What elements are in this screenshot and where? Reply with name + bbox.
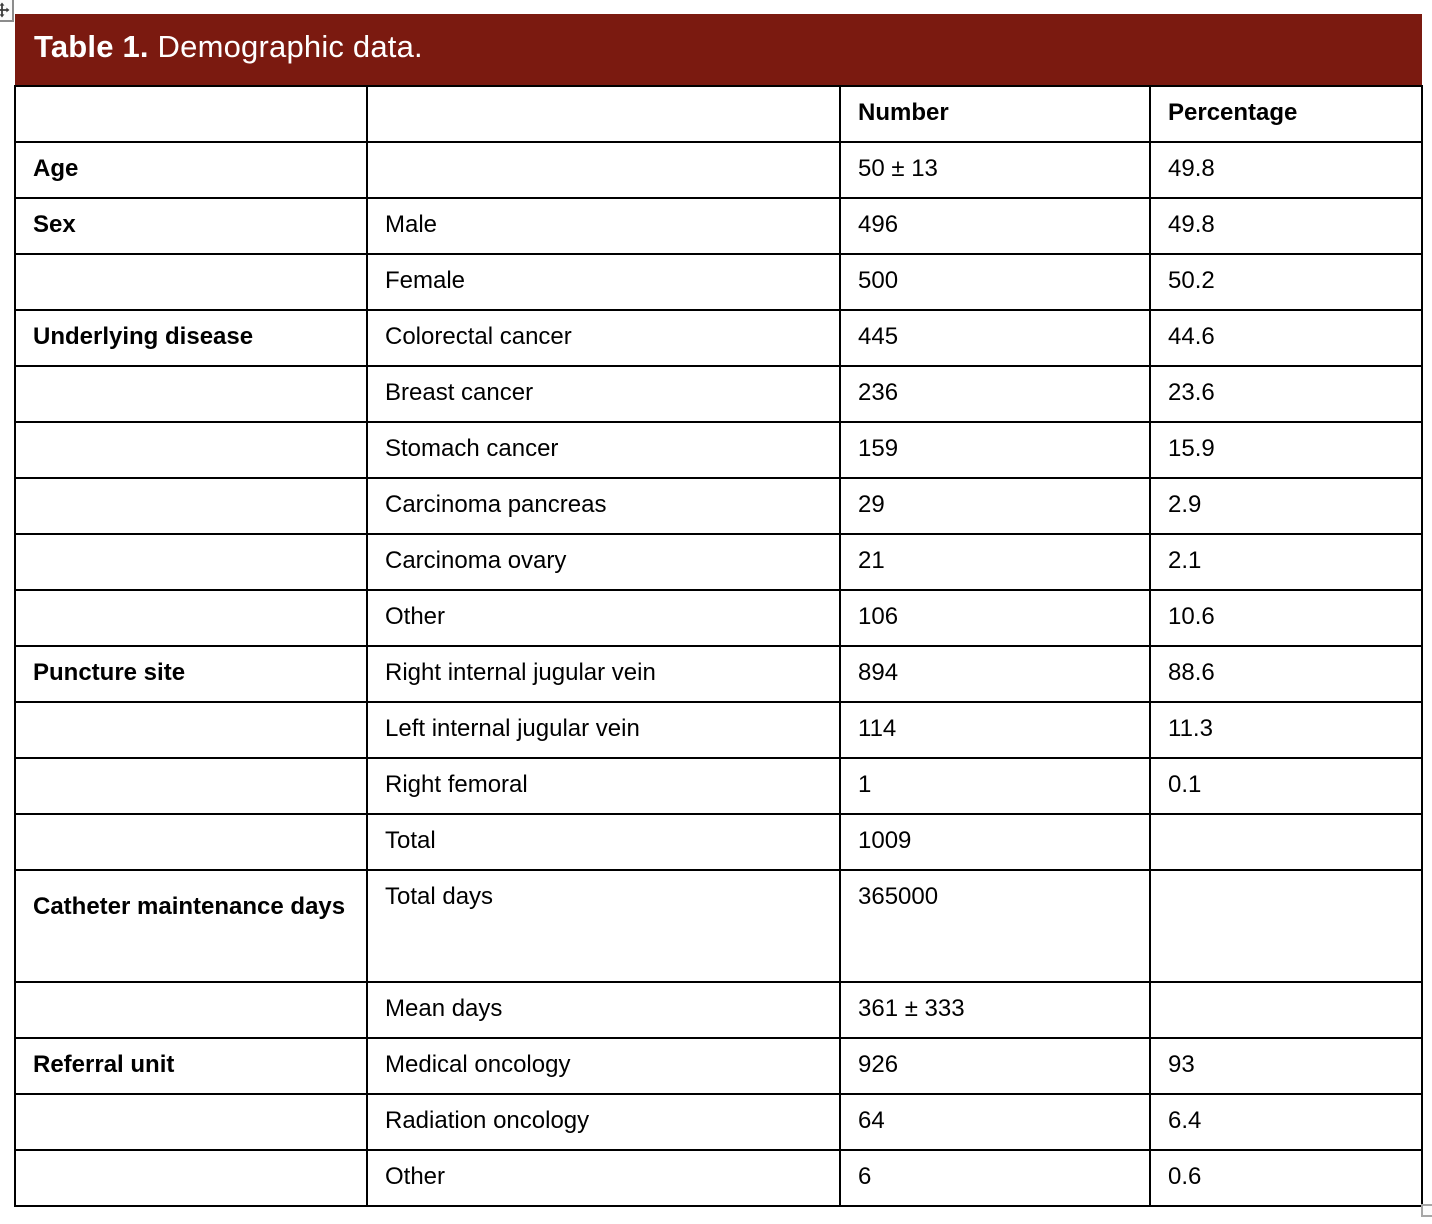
subcategory-cell[interactable]: Colorectal cancer (367, 310, 840, 366)
subcategory-cell[interactable]: Carcinoma ovary (367, 534, 840, 590)
percentage-cell[interactable]: 0.1 (1150, 758, 1422, 814)
table-row (15, 534, 1422, 590)
number-cell[interactable]: 114 (840, 702, 1150, 758)
category-cell[interactable]: Age (15, 142, 367, 198)
subcategory-cell[interactable]: Female (367, 254, 840, 310)
table-row (15, 982, 1422, 1038)
table-resize-handle[interactable] (1421, 1204, 1432, 1217)
category-cell[interactable] (15, 1150, 367, 1206)
table-row (15, 646, 1422, 702)
number-cell[interactable]: 29 (840, 478, 1150, 534)
subcategory-cell[interactable]: Breast cancer (367, 366, 840, 422)
table-row (15, 310, 1422, 366)
percentage-cell[interactable] (1150, 814, 1422, 870)
percentage-cell[interactable]: 44.6 (1150, 310, 1422, 366)
table-move-handle[interactable] (0, 0, 14, 22)
category-cell[interactable]: Sex (15, 198, 367, 254)
move-arrows-icon (0, 2, 10, 18)
category-cell[interactable] (15, 814, 367, 870)
percentage-cell[interactable]: 93 (1150, 1038, 1422, 1094)
number-cell[interactable]: 361 ± 333 (840, 982, 1150, 1038)
table-row (15, 1038, 1422, 1094)
percentage-cell[interactable]: 49.8 (1150, 198, 1422, 254)
table-title-row (15, 14, 1422, 86)
header-category-cell[interactable] (15, 86, 367, 142)
category-cell[interactable]: Catheter maintenance days (15, 870, 367, 982)
subcategory-cell[interactable]: Mean days (367, 982, 840, 1038)
number-cell[interactable]: 6 (840, 1150, 1150, 1206)
table-title-cell[interactable] (15, 14, 1422, 86)
number-cell[interactable]: 496 (840, 198, 1150, 254)
subcategory-cell[interactable]: Radiation oncology (367, 1094, 840, 1150)
subcategory-cell[interactable]: Right femoral (367, 758, 840, 814)
percentage-cell[interactable]: 50.2 (1150, 254, 1422, 310)
percentage-cell[interactable]: 11.3 (1150, 702, 1422, 758)
table-row (15, 254, 1422, 310)
number-cell[interactable]: 365000 (840, 870, 1150, 982)
table-row (15, 758, 1422, 814)
category-cell[interactable] (15, 478, 367, 534)
number-cell[interactable]: 894 (840, 646, 1150, 702)
percentage-cell[interactable]: 2.1 (1150, 534, 1422, 590)
table-row (15, 1094, 1422, 1150)
table-row (15, 142, 1422, 198)
category-cell[interactable] (15, 366, 367, 422)
subcategory-cell[interactable]: Medical oncology (367, 1038, 840, 1094)
percentage-cell[interactable]: 2.9 (1150, 478, 1422, 534)
category-cell[interactable] (15, 758, 367, 814)
subcategory-cell[interactable]: Other (367, 590, 840, 646)
table-title-text: Demographic data. (148, 29, 423, 65)
subcategory-cell[interactable]: Total (367, 814, 840, 870)
subcategory-cell[interactable]: Male (367, 198, 840, 254)
category-cell[interactable]: Underlying disease (15, 310, 367, 366)
percentage-cell[interactable]: 23.6 (1150, 366, 1422, 422)
demographic-table (14, 14, 1421, 1207)
table-row (15, 366, 1422, 422)
column-header-row (15, 86, 1422, 142)
percentage-cell[interactable] (1150, 982, 1422, 1038)
number-cell[interactable]: 106 (840, 590, 1150, 646)
subcategory-cell[interactable]: Total days (367, 870, 840, 982)
percentage-cell[interactable] (1150, 870, 1422, 982)
table-row (15, 702, 1422, 758)
table-row (15, 198, 1422, 254)
category-cell[interactable] (15, 534, 367, 590)
table-row (15, 478, 1422, 534)
category-cell[interactable]: Puncture site (15, 646, 367, 702)
category-cell[interactable] (15, 702, 367, 758)
percentage-cell[interactable]: 0.6 (1150, 1150, 1422, 1206)
percentage-cell[interactable]: 10.6 (1150, 590, 1422, 646)
percentage-cell[interactable]: 6.4 (1150, 1094, 1422, 1150)
subcategory-cell[interactable]: Other (367, 1150, 840, 1206)
table-row (15, 590, 1422, 646)
subcategory-cell[interactable]: Carcinoma pancreas (367, 478, 840, 534)
number-cell[interactable]: 50 ± 13 (840, 142, 1150, 198)
header-number-cell[interactable]: Number (840, 86, 1150, 142)
number-cell[interactable]: 1 (840, 758, 1150, 814)
percentage-cell[interactable]: 88.6 (1150, 646, 1422, 702)
number-cell[interactable]: 445 (840, 310, 1150, 366)
header-percentage-cell[interactable]: Percentage (1150, 86, 1422, 142)
header-subcategory-cell[interactable] (367, 86, 840, 142)
category-cell[interactable] (15, 590, 367, 646)
subcategory-cell[interactable]: Right internal jugular vein (367, 646, 840, 702)
subcategory-cell[interactable]: Left internal jugular vein (367, 702, 840, 758)
percentage-cell[interactable]: 15.9 (1150, 422, 1422, 478)
subcategory-cell[interactable]: Stomach cancer (367, 422, 840, 478)
number-cell[interactable]: 159 (840, 422, 1150, 478)
number-cell[interactable]: 64 (840, 1094, 1150, 1150)
number-cell[interactable]: 21 (840, 534, 1150, 590)
category-cell[interactable] (15, 254, 367, 310)
category-cell[interactable] (15, 982, 367, 1038)
category-cell[interactable] (15, 422, 367, 478)
table-title-label: Table 1. (34, 29, 149, 65)
number-cell[interactable]: 500 (840, 254, 1150, 310)
category-cell[interactable] (15, 1094, 367, 1150)
number-cell[interactable]: 236 (840, 366, 1150, 422)
category-cell[interactable]: Referral unit (15, 1038, 367, 1094)
number-cell[interactable]: 926 (840, 1038, 1150, 1094)
number-cell[interactable]: 1009 (840, 814, 1150, 870)
subcategory-cell[interactable] (367, 142, 840, 198)
percentage-cell[interactable]: 49.8 (1150, 142, 1422, 198)
table-row (15, 870, 1422, 982)
table-row (15, 814, 1422, 870)
table-row (15, 422, 1422, 478)
table-row (15, 1150, 1422, 1206)
